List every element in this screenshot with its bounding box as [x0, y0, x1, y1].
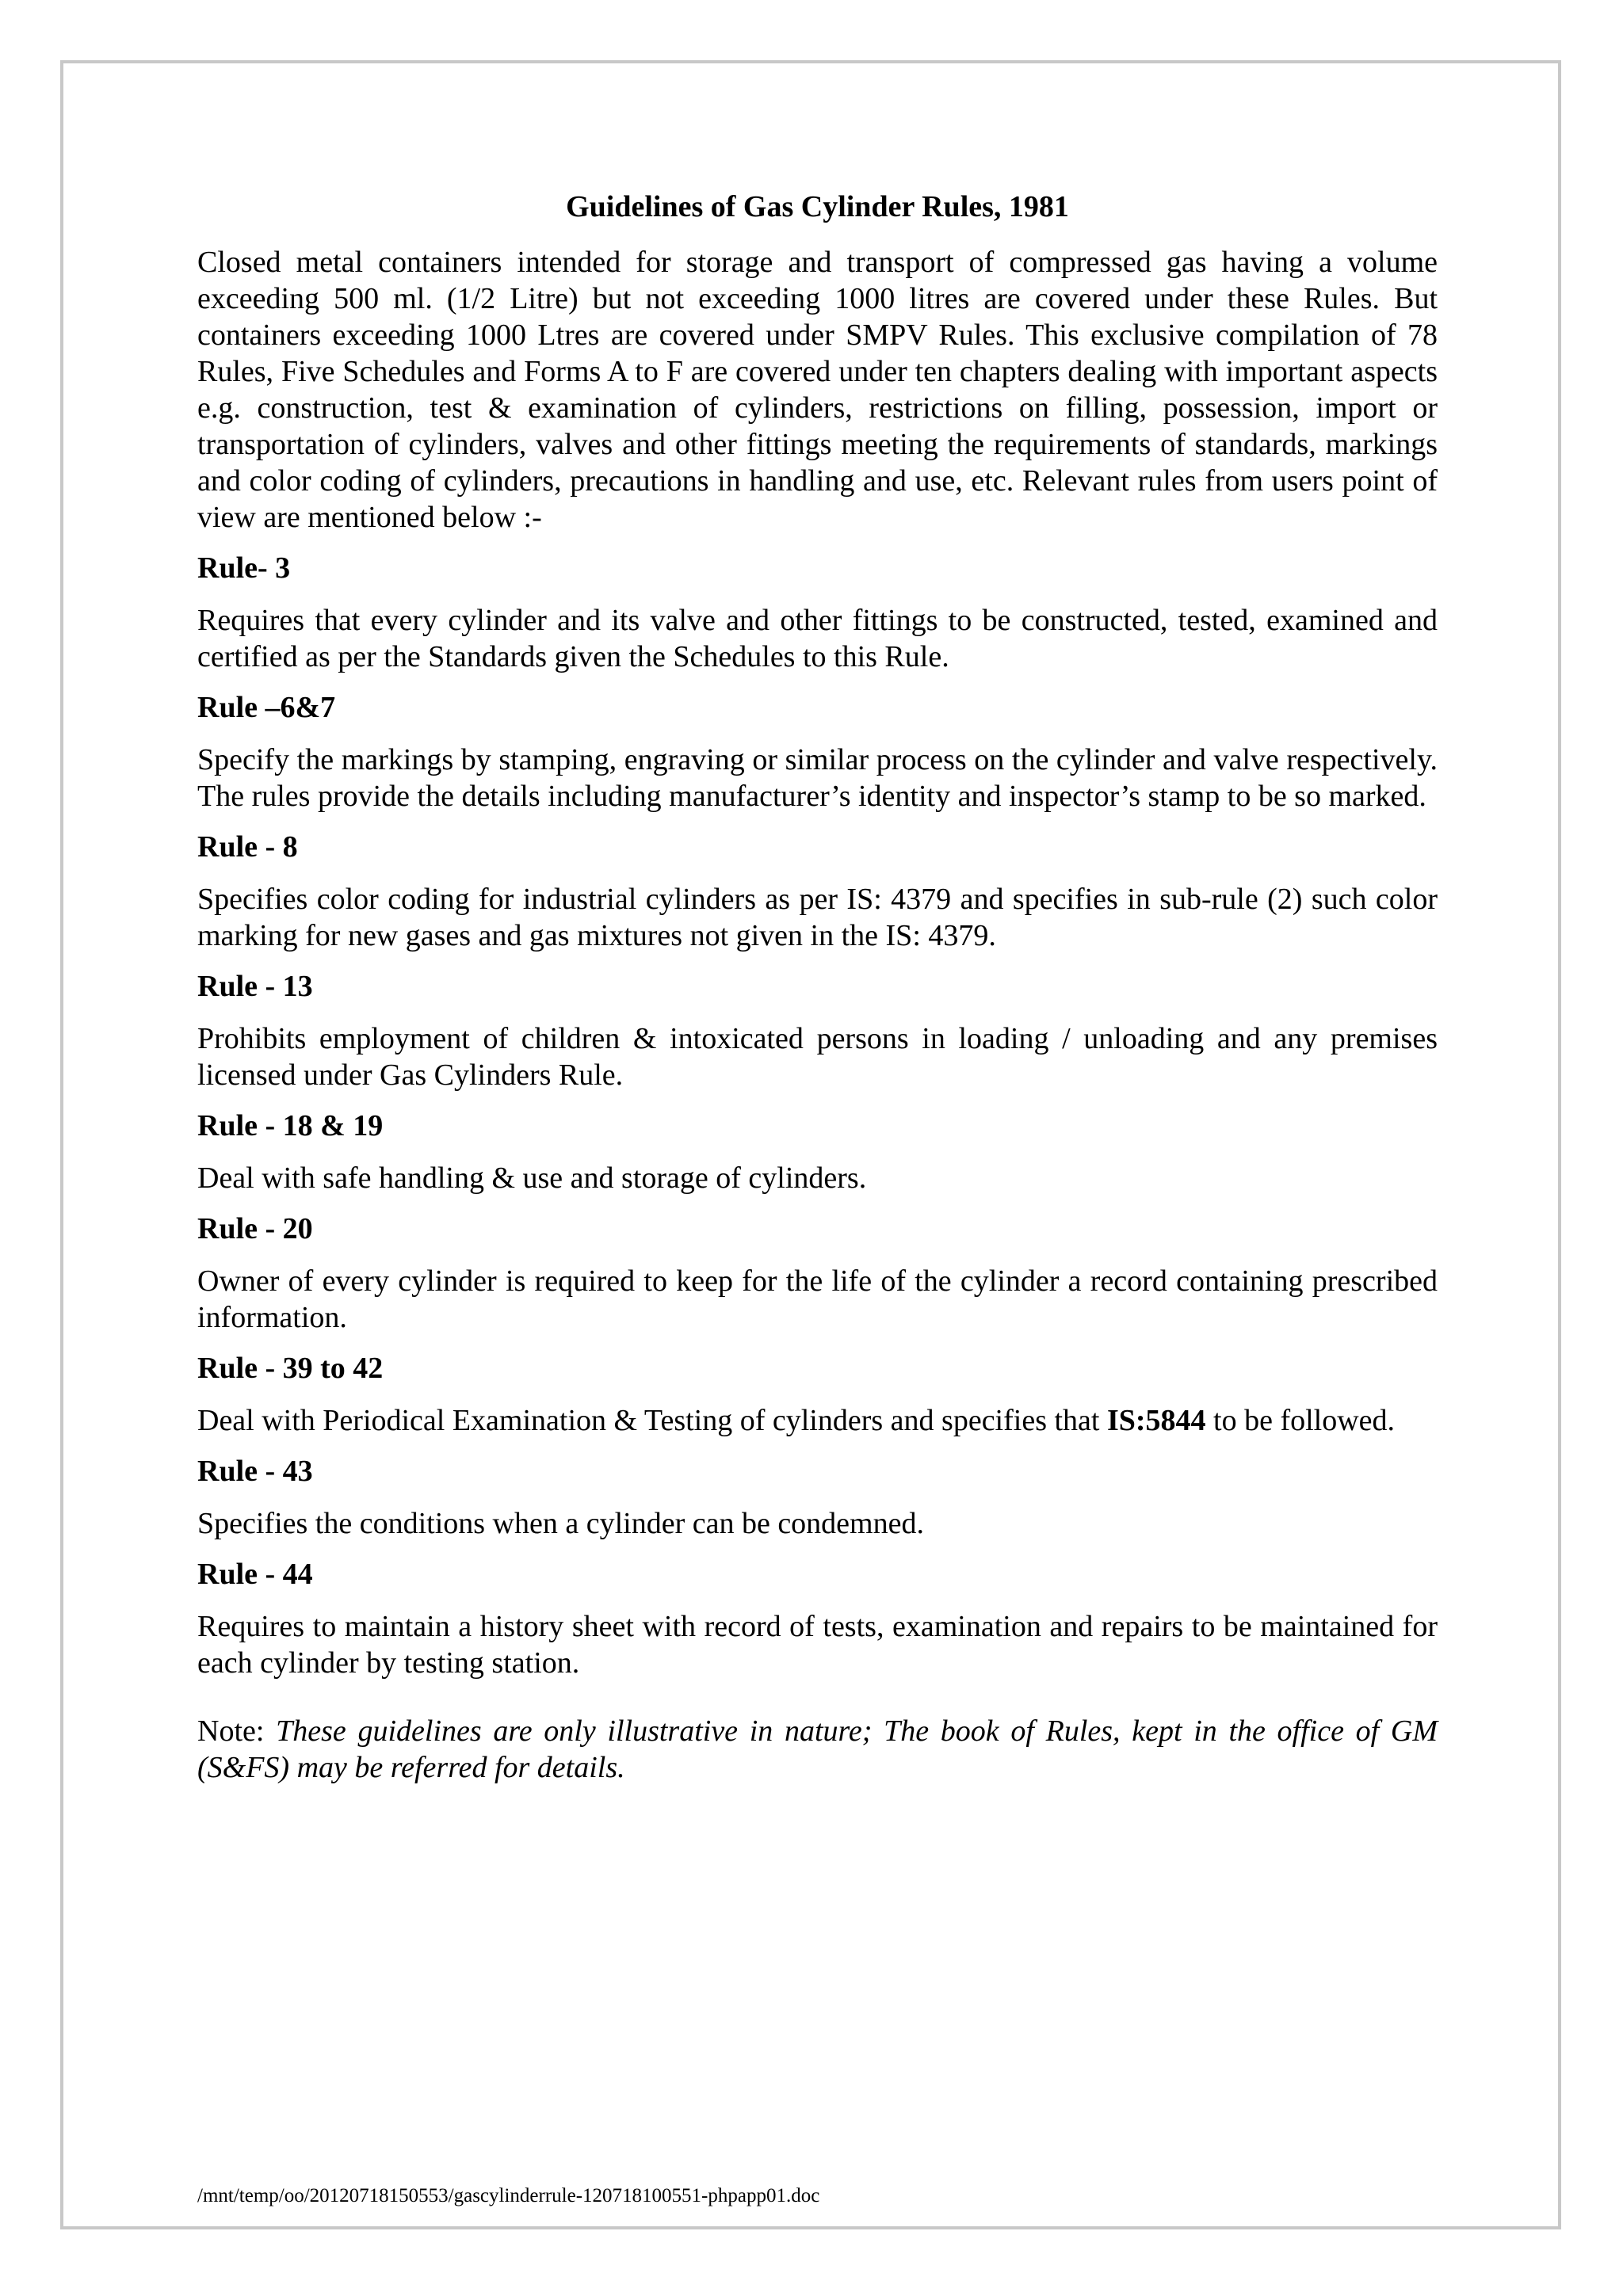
intro-paragraph: Closed metal containers intended for storage and transport of compressed gas having a volume exceeding 500 ml. (1/2 Litre) but not exceeding 1000 litres are covered under these Rules. But containers exceeding 1000 Ltres are covered under SMPV Rules. This exclusive compilation of 78 Rules, Five Schedules and Forms A to F are covered under ten chapters dealing with important aspects e.g. construction, test & examination of cylinders, restrictions on filling, possession, import or transportation of cylinders, valves and other fittings meeting the requirements of standards, markings and color coding of cylinders, precautions in handling and use, etc. Relevant rules from users point of view are mentioned below :-	[197, 246, 1438, 534]
rule-text: Specify the markings by stamping, engraving or similar process on the cylinder and valve respectively. The rules provide the details including manufacturer’s identity and inspector’s stamp to be so marked.	[197, 743, 1438, 813]
rule-text: Requires to maintain a history sheet with record of tests, examination and repairs to be maintained for each cylinder by testing station.	[197, 1610, 1438, 1680]
document-title: Guidelines of Gas Cylinder Rules, 1981	[566, 190, 1069, 223]
footer-file-path: /mnt/temp/oo/20120718150553/gascylinderrule-120718100551-phpapp01.doc	[197, 2185, 820, 2206]
standard-reference: IS:5844	[1106, 1404, 1206, 1437]
rule-heading: Rule - 13	[197, 970, 313, 1003]
rule-text: Owner of every cylinder is required to keep for the life of the cylinder a record containing prescribed information.	[197, 1264, 1438, 1334]
rule-text	[197, 1402, 1438, 1439]
note-paragraph	[197, 1713, 1438, 1786]
rule-text: Prohibits employment of children & intoxicated persons in loading / unloading and any premises licensed under Gas Cylinders Rule.	[197, 1022, 1438, 1092]
note-label: Note:	[197, 1714, 277, 1748]
rule-heading: Rule - 20	[197, 1212, 313, 1245]
rule-text: Specifies color coding for industrial cylinders as per IS: 4379 and specifies in sub-rule (2) such color marking for new gases and gas mixtures not given in the IS: 4379.	[197, 883, 1438, 952]
rule-text-part: Deal with Periodical Examination & Testing of cylinders and specifies that	[197, 1404, 1107, 1437]
document-body	[197, 189, 1438, 1816]
rule-heading: Rule - 18 & 19	[197, 1109, 384, 1142]
rule-text-part: to be followed.	[1205, 1404, 1396, 1437]
rule-heading: Rule - 8	[197, 830, 298, 864]
rule-heading: Rule - 39 to 42	[197, 1352, 384, 1385]
rule-text: Deal with safe handling & use and storage of cylinders.	[197, 1161, 867, 1195]
rule-heading: Rule - 44	[197, 1558, 313, 1591]
rule-heading: Rule –6&7	[197, 691, 336, 724]
rule-text: Specifies the conditions when a cylinder can be condemned.	[197, 1507, 924, 1540]
note-text: These guidelines are only illustrative in nature; The book of Rules, kept in the office of GM (S&FS) may be referred for details.	[197, 1714, 1438, 1784]
rule-heading: Rule- 3	[197, 551, 291, 585]
rule-heading: Rule - 43	[197, 1455, 313, 1488]
rule-text: Requires that every cylinder and its valve and other fittings to be constructed, tested, examined and certified as per the Standards given the Schedules to this Rule.	[197, 604, 1438, 673]
